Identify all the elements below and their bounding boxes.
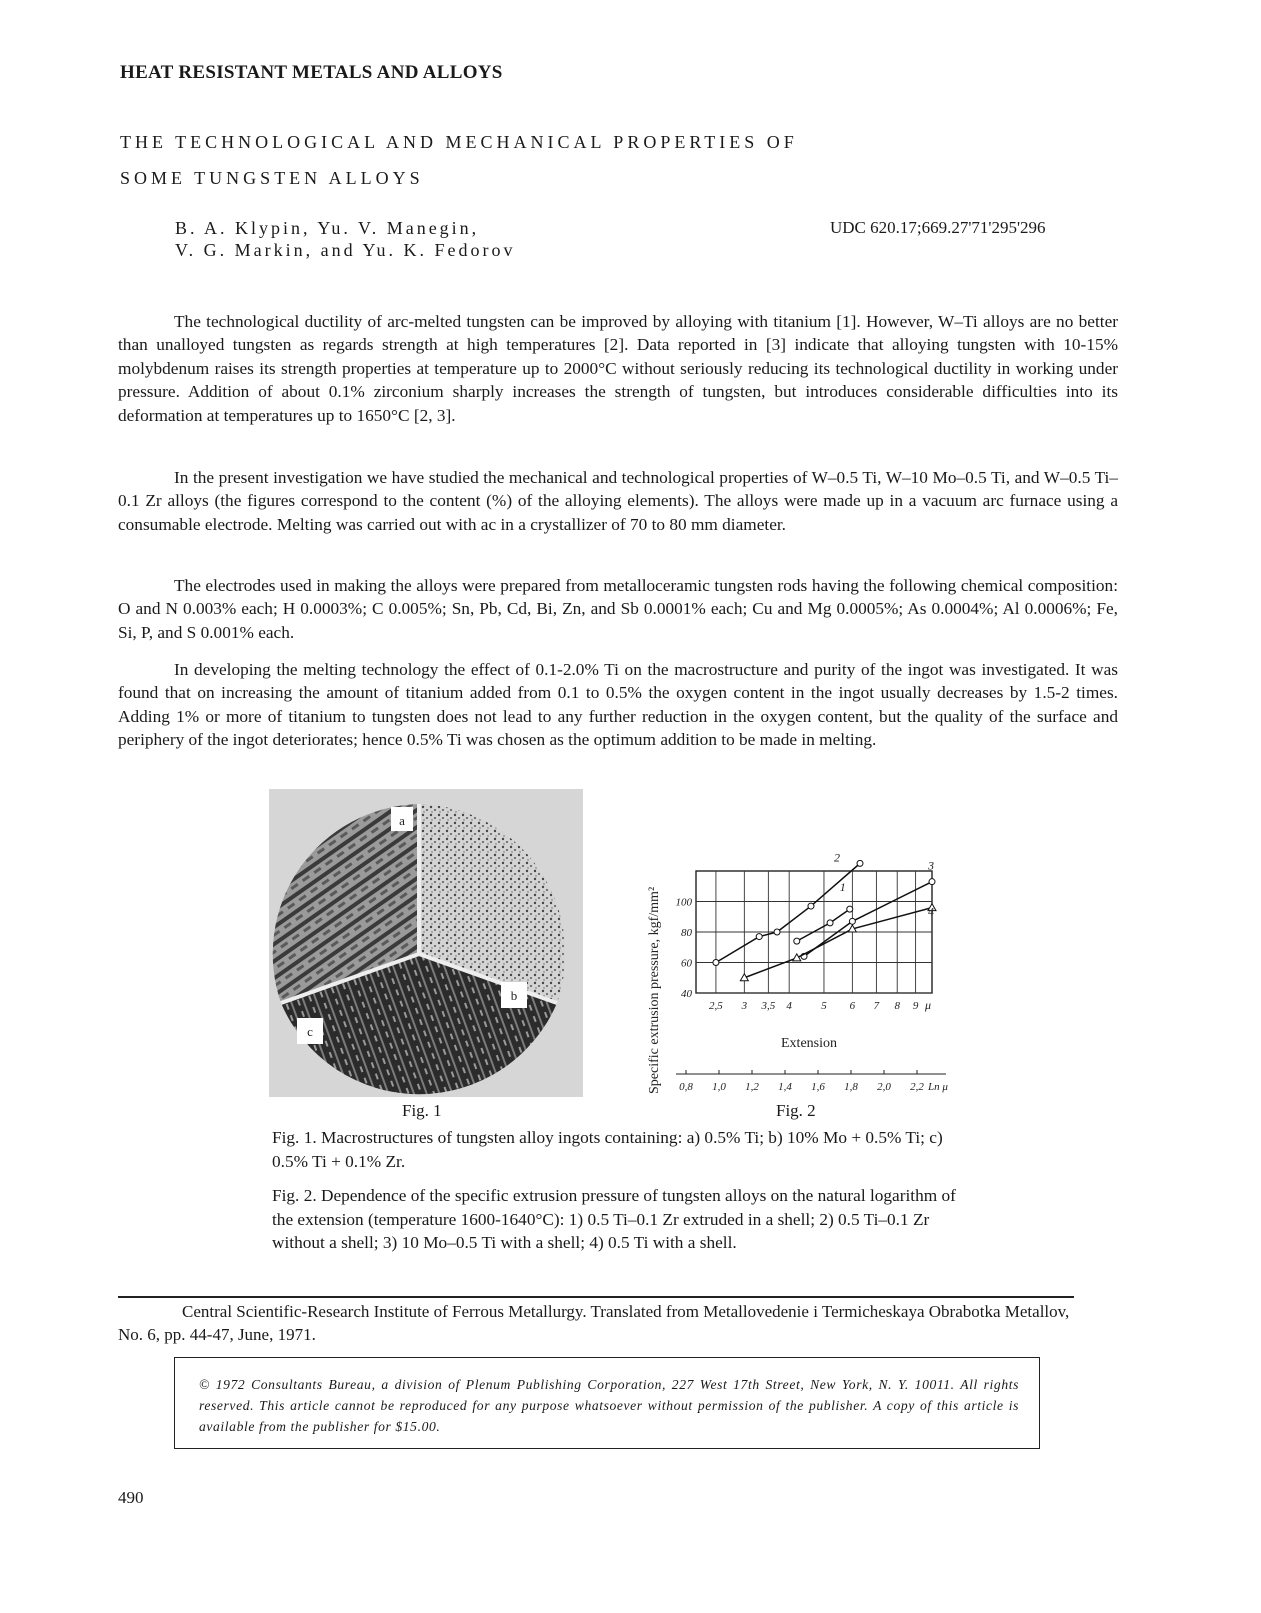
x-tick-label: 3 bbox=[741, 1000, 748, 1012]
series-line-3 bbox=[804, 882, 932, 957]
secondary-tick-label: 2,0 bbox=[877, 1081, 891, 1093]
x-tick-label: 3,5 bbox=[761, 1000, 776, 1012]
x-tick-label: 7 bbox=[873, 1000, 880, 1012]
series-line-2 bbox=[716, 863, 860, 962]
data-point-series-2 bbox=[756, 934, 762, 940]
x-tick-label: 5 bbox=[821, 1000, 827, 1012]
y-tick-label: 40 bbox=[681, 988, 692, 1000]
chart-secondary-axis bbox=[676, 1070, 948, 1093]
figure-2-caption: Fig. 2. Dependence of the specific extrusion pressure of tungsten alloys on the natural logarithm of the extension (temperature 1600-1640°C): 1) 0.5 Ti–0.1 Zr extruded in a shell; 2) 0.5 Ti–0.1 Zr without a shell; 3) 10 Mo–0.5 Ti with a shell; 4) 0.5 Ti with a shell. bbox=[272, 1186, 956, 1252]
series-label-3: 3 bbox=[928, 858, 934, 873]
sector-b-label: b bbox=[510, 988, 518, 1003]
series-label-4: 4 bbox=[928, 904, 934, 919]
sector-c-label: c bbox=[307, 1024, 313, 1039]
udc-code: UDC 620.17;669.27'71'295'296 bbox=[830, 218, 1046, 237]
y-tick-label: 100 bbox=[675, 896, 692, 909]
footer-divider bbox=[118, 1296, 1074, 1298]
secondary-tick-label: 1,0 bbox=[712, 1081, 726, 1093]
data-point-series-1 bbox=[794, 938, 800, 944]
data-point-series-1 bbox=[827, 920, 833, 926]
x-tick-label: 4 bbox=[786, 1000, 792, 1012]
chart-series bbox=[713, 850, 936, 980]
data-point-series-3 bbox=[929, 879, 935, 885]
data-point-series-2 bbox=[808, 903, 814, 909]
paragraph-2: In the present investigation we have studied the mechanical and technological properties of W–0.5 Ti, W–10 Mo–0.5 Ti, and W–0.5 Ti–0.1 Zr alloys (the figures correspond to the content (%) of the alloying elements). The alloys were made up in a vacuum arc furnace using a consumable electrode. Melting was carried out with ac in a crystallizer of 70 to 80 mm diameter. bbox=[118, 468, 1118, 534]
figure-1-macrostructure bbox=[269, 789, 583, 1097]
x-tick-label: 2,5 bbox=[709, 1000, 723, 1012]
paragraph-1: The technological ductility of arc-melted tungsten can be improved by alloying with titanium [1]. However, W–Ti alloys are no better than unalloyed tungsten as regards strength at high temperatures [2]. Data reported in [3] indicate that alloying tungsten with 10-15% molybdenum raises its strength properties at temperature up to 2000°C without seriously reducing its technological ductility in working under pressure. Addition of about 0.1% zirconium sharply increases the strength of tungsten, but introduces considerable difficulties into its deformation at temperatures up to 1650°C [2, 3]. bbox=[118, 312, 1118, 425]
data-point-series-2 bbox=[713, 960, 719, 966]
x-tick-label: 6 bbox=[849, 1000, 856, 1012]
data-point-series-3 bbox=[849, 918, 855, 924]
chart-xlabel: Extension bbox=[781, 1036, 837, 1051]
figure-1-label: Fig. 1 bbox=[402, 1101, 442, 1120]
series-line-1 bbox=[797, 909, 850, 941]
data-point-series-2 bbox=[857, 860, 863, 866]
series-label-1: 1 bbox=[839, 880, 846, 895]
y-tick-label: 80 bbox=[681, 927, 692, 939]
series-line-4 bbox=[744, 908, 932, 978]
secondary-tick-label: 1,4 bbox=[778, 1081, 792, 1093]
affiliation-note: Central Scientific-Research Institute of Ferrous Metallurgy. Translated from Metallovedenie i Termicheskaya Obrabotka Metallov, No. 6, pp. 44-47, June, 1971. bbox=[118, 1302, 1070, 1344]
sector-a-label: a bbox=[399, 813, 405, 828]
figure-2-chart bbox=[636, 826, 966, 1106]
figure-1-caption: Fig. 1. Macrostructures of tungsten alloy ingots containing: a) 0.5% Ti; b) 10% Mo + 0.5% Ti; c) 0.5% Ti + 0.1% Zr. bbox=[272, 1128, 943, 1171]
secondary-tick-label: 1,8 bbox=[844, 1081, 858, 1093]
data-point-series-2 bbox=[774, 929, 780, 935]
data-point-series-4 bbox=[793, 954, 801, 961]
paragraph-4: In developing the melting technology the effect of 0.1-2.0% Ti on the macrostructure and purity of the ingot was investigated. It was found that on increasing the amount of titanium added from 0.1 to 0.5% the oxygen content in the ingot usually decreases by 1.5-2 times. Adding 1% or more of titanium to tungsten does not lead to any further reduction in the oxygen content, but the quality of the surface and periphery of the ingot deteriorates; hence 0.5% Ti was chosen as the optimum addition to be made in melting. bbox=[118, 660, 1118, 750]
article-title-line-2: SOME TUNGSTEN ALLOYS bbox=[120, 168, 424, 188]
paragraph-3: The electrodes used in making the alloys were prepared from metalloceramic tungsten rods having the following chemical composition: O and N 0.003% each; H 0.0003%; C 0.005%; Sn, Pb, Cd, Bi, Zn, and Sb 0.0001% each; Cu and Mg 0.0005%; As 0.0004%; Al 0.0006%; Fe, Si, P, and S 0.001% each. bbox=[118, 576, 1118, 642]
secondary-axis-label: Ln μ bbox=[928, 1081, 948, 1093]
copyright-box: © 1972 Consultants Bureau, a division of Plenum Publishing Corporation, 227 West 17th Street, New York, N. Y. 10011. All rights reserved. This article cannot be reproduced for any purpose whatsoever without permission of the publisher. A copy of this article is available from the publisher for $15.00. bbox=[174, 1357, 1040, 1449]
secondary-tick-label: 2,2 bbox=[910, 1081, 924, 1093]
x-unit-label: μ bbox=[924, 998, 932, 1012]
ingot-macrostructure-image bbox=[269, 789, 583, 1097]
data-point-series-1 bbox=[847, 906, 853, 912]
figure-2-label: Fig. 2 bbox=[776, 1101, 816, 1120]
chart-ylabel-group bbox=[647, 887, 662, 1094]
series-label-2: 2 bbox=[833, 850, 840, 865]
page-number: 490 bbox=[118, 1488, 144, 1507]
x-tick-label: 8 bbox=[894, 1000, 900, 1012]
section-heading: HEAT RESISTANT METALS AND ALLOYS bbox=[120, 62, 503, 83]
secondary-tick-label: 1,6 bbox=[811, 1081, 825, 1093]
authors-line-2: V. G. Markin, and Yu. K. Fedorov bbox=[175, 240, 516, 260]
y-tick-label: 60 bbox=[681, 957, 692, 970]
x-tick-label: 9 bbox=[912, 1000, 919, 1012]
article-title-line-1: THE TECHNOLOGICAL AND MECHANICAL PROPERTIES OF bbox=[120, 132, 798, 152]
secondary-tick-label: 0,8 bbox=[679, 1081, 693, 1093]
authors-line-1: B. A. Klypin, Yu. V. Manegin, bbox=[175, 218, 480, 238]
chart-ylabel: Specific extrusion pressure, kgf/mm² bbox=[647, 886, 662, 1094]
secondary-tick-label: 1,2 bbox=[745, 1081, 759, 1093]
